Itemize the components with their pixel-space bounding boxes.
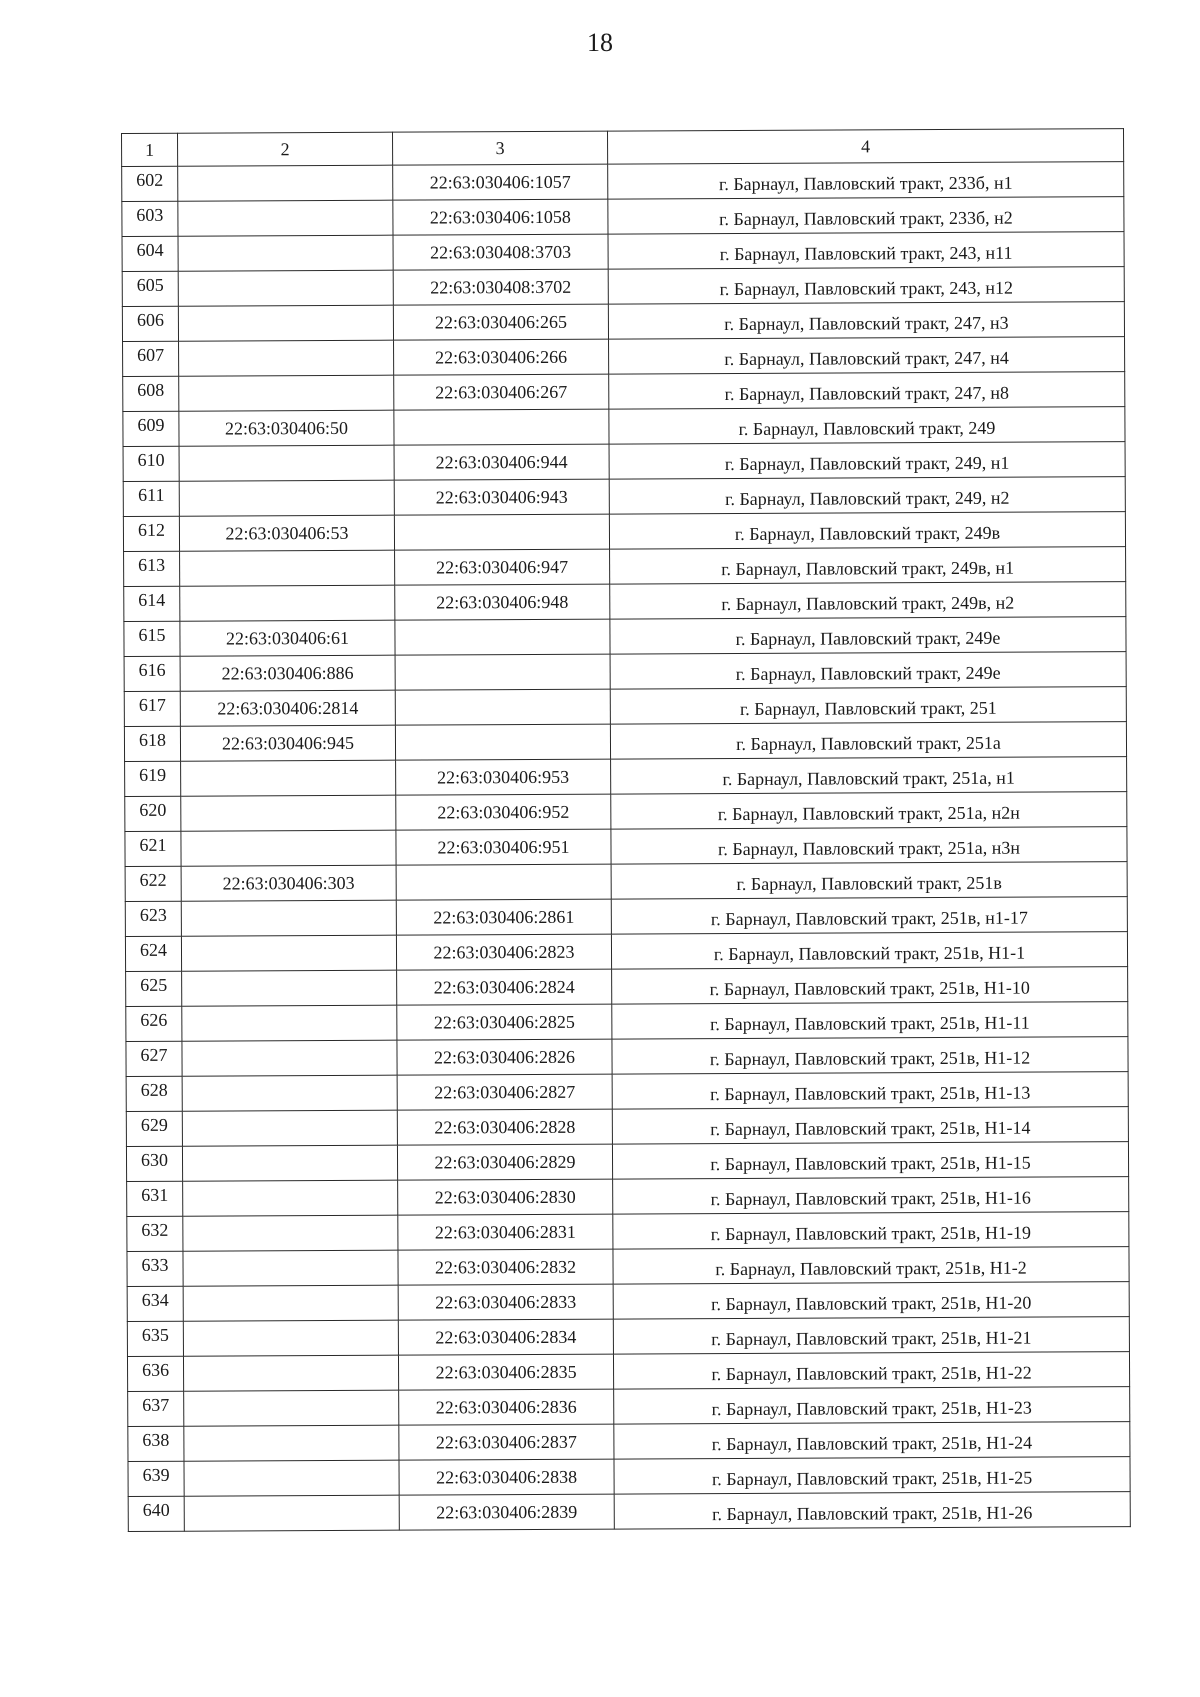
parcel-cadastral-number-cell bbox=[182, 1040, 397, 1076]
parcel-cadastral-number-cell bbox=[181, 760, 396, 796]
building-cadastral-number-cell: 22:63:030406:2835 bbox=[398, 1354, 613, 1390]
building-cadastral-number-cell: 22:63:030406:948 bbox=[395, 584, 610, 620]
row-number-cell: 610 bbox=[123, 446, 179, 481]
table-row bbox=[126, 1037, 1128, 1077]
address-cell: г. Барнаул, Павловский тракт, 251в, Н1-23 bbox=[614, 1387, 1130, 1425]
row-number-cell: 605 bbox=[122, 271, 178, 306]
building-cadastral-number-cell: 22:63:030406:2831 bbox=[398, 1214, 613, 1250]
building-cadastral-number-cell: 22:63:030406:267 bbox=[394, 374, 609, 410]
column-header-4: 4 bbox=[607, 129, 1123, 165]
parcel-cadastral-number-cell bbox=[179, 375, 394, 411]
parcel-cadastral-number-cell bbox=[182, 1075, 397, 1111]
building-cadastral-number-cell bbox=[394, 409, 609, 445]
row-number-cell: 638 bbox=[128, 1426, 184, 1461]
building-cadastral-number-cell: 22:63:030406:2823 bbox=[396, 934, 611, 970]
document-table-container bbox=[121, 128, 1130, 1532]
address-cell: г. Барнаул, Павловский тракт, 251в, Н1-22 bbox=[613, 1352, 1129, 1390]
table-row bbox=[127, 1247, 1129, 1287]
address-cell: г. Барнаул, Павловский тракт, 249, н1 bbox=[609, 442, 1125, 480]
building-cadastral-number-cell bbox=[395, 724, 610, 760]
building-cadastral-number-cell bbox=[395, 689, 610, 725]
table-row bbox=[122, 197, 1124, 237]
row-number-cell: 616 bbox=[124, 656, 180, 691]
row-number-cell: 622 bbox=[125, 866, 181, 901]
page-number: 18 bbox=[587, 28, 613, 57]
address-cell: г. Барнаул, Павловский тракт, 251в, Н1-24 bbox=[614, 1422, 1130, 1460]
building-cadastral-number-cell: 22:63:030406:2834 bbox=[398, 1319, 613, 1355]
parcel-cadastral-number-cell bbox=[181, 900, 396, 936]
building-cadastral-number-cell: 22:63:030406:951 bbox=[396, 829, 611, 865]
building-cadastral-number-cell: 22:63:030406:1058 bbox=[393, 199, 608, 235]
address-cell: г. Барнаул, Павловский тракт, 251в, Н1-11 bbox=[612, 1002, 1128, 1040]
parcel-cadastral-number-cell: 22:63:030406:50 bbox=[179, 410, 394, 446]
table-row bbox=[126, 1002, 1128, 1042]
row-number-cell: 613 bbox=[124, 551, 180, 586]
table-row bbox=[123, 477, 1125, 517]
row-number-cell: 633 bbox=[127, 1251, 183, 1286]
building-cadastral-number-cell bbox=[395, 619, 610, 655]
address-cell: г. Барнаул, Павловский тракт, 243, н12 bbox=[608, 267, 1124, 305]
address-cell: г. Барнаул, Павловский тракт, 251в, Н1-1 bbox=[611, 932, 1127, 970]
parcel-cadastral-number-cell bbox=[180, 550, 395, 586]
address-cell: г. Барнаул, Павловский тракт, 251в, Н1-12 bbox=[612, 1037, 1128, 1075]
row-number-cell: 640 bbox=[128, 1496, 184, 1531]
address-cell: г. Барнаул, Павловский тракт, 249в, н2 bbox=[610, 582, 1126, 620]
row-number-cell: 629 bbox=[126, 1111, 182, 1146]
address-cell: г. Барнаул, Павловский тракт, 251а bbox=[610, 722, 1126, 760]
table-row bbox=[127, 1282, 1129, 1322]
building-cadastral-number-cell: 22:63:030406:944 bbox=[394, 444, 609, 480]
address-cell: г. Барнаул, Павловский тракт, 251в, Н1-25 bbox=[614, 1457, 1130, 1495]
address-cell: г. Барнаул, Павловский тракт, 251в bbox=[611, 862, 1127, 900]
address-cell: г. Барнаул, Павловский тракт, 251в, Н1-21 bbox=[613, 1317, 1129, 1355]
row-number-cell: 609 bbox=[123, 411, 179, 446]
address-cell: г. Барнаул, Павловский тракт, 249е bbox=[610, 617, 1126, 655]
building-cadastral-number-cell: 22:63:030406:2826 bbox=[397, 1039, 612, 1075]
row-number-cell: 607 bbox=[123, 341, 179, 376]
address-cell: г. Барнаул, Павловский тракт, 249 bbox=[609, 407, 1125, 445]
table-row bbox=[123, 512, 1125, 552]
table-row bbox=[124, 722, 1126, 762]
address-cell: г. Барнаул, Павловский тракт, 251а, н3н bbox=[611, 827, 1127, 865]
row-number-cell: 606 bbox=[122, 306, 178, 341]
row-number-cell: 637 bbox=[128, 1391, 184, 1426]
table-row bbox=[124, 617, 1126, 657]
address-cell: г. Барнаул, Павловский тракт, 233б, н2 bbox=[608, 197, 1124, 235]
row-number-cell: 636 bbox=[127, 1356, 183, 1391]
building-cadastral-number-cell bbox=[394, 514, 609, 550]
building-cadastral-number-cell: 22:63:030406:2828 bbox=[397, 1109, 612, 1145]
parcel-cadastral-number-cell bbox=[178, 305, 393, 341]
row-number-cell: 634 bbox=[127, 1286, 183, 1321]
table-row bbox=[124, 547, 1126, 587]
table-row bbox=[122, 302, 1124, 342]
table-row bbox=[128, 1457, 1130, 1497]
building-cadastral-number-cell: 22:63:030406:2833 bbox=[398, 1284, 613, 1320]
address-cell: г. Барнаул, Павловский тракт, 251в, Н1-2 bbox=[613, 1247, 1129, 1285]
table-row bbox=[126, 1072, 1128, 1112]
parcel-cadastral-number-cell bbox=[184, 1390, 399, 1426]
table-row bbox=[128, 1422, 1130, 1462]
table-row bbox=[128, 1387, 1130, 1427]
parcel-cadastral-number-cell: 22:63:030406:61 bbox=[180, 620, 395, 656]
table-row bbox=[125, 757, 1127, 797]
parcel-cadastral-number-cell bbox=[184, 1495, 399, 1531]
parcel-cadastral-number-cell bbox=[181, 795, 396, 831]
row-number-cell: 632 bbox=[127, 1216, 183, 1251]
parcel-cadastral-number-cell bbox=[182, 970, 397, 1006]
parcel-cadastral-number-cell bbox=[183, 1355, 398, 1391]
parcel-cadastral-number-cell bbox=[183, 1215, 398, 1251]
address-cell: г. Барнаул, Павловский тракт, 249в, н1 bbox=[610, 547, 1126, 585]
building-cadastral-number-cell: 22:63:030406:2839 bbox=[399, 1494, 614, 1530]
table-row bbox=[126, 967, 1128, 1007]
building-cadastral-number-cell: 22:63:030406:2825 bbox=[397, 1004, 612, 1040]
building-cadastral-number-cell: 22:63:030406:2838 bbox=[399, 1459, 614, 1495]
table-row bbox=[128, 1492, 1130, 1532]
parcel-cadastral-number-cell bbox=[181, 935, 396, 971]
column-header-2: 2 bbox=[178, 132, 393, 166]
parcel-cadastral-number-cell bbox=[178, 235, 393, 271]
row-number-cell: 617 bbox=[124, 691, 180, 726]
parcel-cadastral-number-cell bbox=[183, 1250, 398, 1286]
parcel-cadastral-number-cell bbox=[178, 270, 393, 306]
row-number-cell: 623 bbox=[125, 901, 181, 936]
row-number-cell: 615 bbox=[124, 621, 180, 656]
column-header-3: 3 bbox=[392, 131, 607, 165]
address-cell: г. Барнаул, Павловский тракт, 247, н3 bbox=[608, 302, 1124, 340]
table-row bbox=[125, 792, 1127, 832]
row-number-cell: 631 bbox=[127, 1181, 183, 1216]
building-cadastral-number-cell: 22:63:030406:953 bbox=[396, 759, 611, 795]
address-cell: г. Барнаул, Павловский тракт, 251в, Н1-10 bbox=[612, 967, 1128, 1005]
table-row bbox=[124, 687, 1126, 727]
table-row bbox=[125, 862, 1127, 902]
address-cell: г. Барнаул, Павловский тракт, 243, н11 bbox=[608, 232, 1124, 270]
building-cadastral-number-cell: 22:63:030406:2837 bbox=[399, 1424, 614, 1460]
row-number-cell: 635 bbox=[127, 1321, 183, 1356]
table-row bbox=[127, 1177, 1129, 1217]
row-number-cell: 624 bbox=[125, 936, 181, 971]
table-row bbox=[125, 897, 1127, 937]
parcel-cadastral-number-cell: 22:63:030406:303 bbox=[181, 865, 396, 901]
address-cell: г. Барнаул, Павловский тракт, 251в, Н1-19 bbox=[613, 1212, 1129, 1250]
parcel-cadastral-number-cell: 22:63:030406:2814 bbox=[180, 690, 395, 726]
row-number-cell: 604 bbox=[122, 236, 178, 271]
parcel-cadastral-number-cell bbox=[178, 200, 393, 236]
row-number-cell: 628 bbox=[126, 1076, 182, 1111]
table-row bbox=[122, 162, 1124, 202]
parcel-cadastral-number-cell bbox=[182, 1145, 397, 1181]
row-number-cell: 612 bbox=[123, 516, 179, 551]
building-cadastral-number-cell: 22:63:030406:947 bbox=[395, 549, 610, 585]
address-cell: г. Барнаул, Павловский тракт, 251в, Н1-15 bbox=[612, 1142, 1128, 1180]
column-header-1: 1 bbox=[122, 133, 178, 166]
address-cell: г. Барнаул, Павловский тракт, 251в, Н1-26 bbox=[614, 1492, 1130, 1530]
table-header-row bbox=[122, 129, 1124, 167]
parcel-cadastral-number-cell: 22:63:030406:53 bbox=[179, 515, 394, 551]
address-cell: г. Барнаул, Павловский тракт, 251в, Н1-16 bbox=[613, 1177, 1129, 1215]
row-number-cell: 602 bbox=[122, 166, 178, 201]
table-row bbox=[126, 1142, 1128, 1182]
building-cadastral-number-cell: 22:63:030406:2836 bbox=[399, 1389, 614, 1425]
parcel-cadastral-number-cell bbox=[180, 585, 395, 621]
address-cell: г. Барнаул, Павловский тракт, 251 bbox=[610, 687, 1126, 725]
address-cell: г. Барнаул, Павловский тракт, 249е bbox=[610, 652, 1126, 690]
table-row bbox=[123, 337, 1125, 377]
address-cell: г. Барнаул, Павловский тракт, 249в bbox=[609, 512, 1125, 550]
parcel-cadastral-number-cell: 22:63:030406:886 bbox=[180, 655, 395, 691]
building-cadastral-number-cell: 22:63:030406:952 bbox=[396, 794, 611, 830]
row-number-cell: 639 bbox=[128, 1461, 184, 1496]
table-row bbox=[123, 372, 1125, 412]
row-number-cell: 619 bbox=[125, 761, 181, 796]
row-number-cell: 620 bbox=[125, 796, 181, 831]
building-cadastral-number-cell: 22:63:030406:943 bbox=[394, 479, 609, 515]
parcel-cadastral-number-cell bbox=[183, 1320, 398, 1356]
address-cell: г. Барнаул, Павловский тракт, 247, н8 bbox=[609, 372, 1125, 410]
parcel-cadastral-number-cell bbox=[181, 830, 396, 866]
table-row bbox=[127, 1317, 1129, 1357]
row-number-cell: 621 bbox=[125, 831, 181, 866]
table-row bbox=[122, 267, 1124, 307]
address-cell: г. Барнаул, Павловский тракт, 251в, н1-17 bbox=[611, 897, 1127, 935]
building-cadastral-number-cell: 22:63:030408:3702 bbox=[393, 269, 608, 305]
table-row bbox=[126, 1107, 1128, 1147]
row-number-cell: 614 bbox=[124, 586, 180, 621]
parcel-cadastral-number-cell bbox=[184, 1460, 399, 1496]
building-cadastral-number-cell bbox=[395, 654, 610, 690]
address-cell: г. Барнаул, Павловский тракт, 249, н2 bbox=[609, 477, 1125, 515]
address-cell: г. Барнаул, Павловский тракт, 251в, Н1-13 bbox=[612, 1072, 1128, 1110]
row-number-cell: 608 bbox=[123, 376, 179, 411]
row-number-cell: 625 bbox=[126, 971, 182, 1006]
table-row bbox=[127, 1212, 1129, 1252]
row-number-cell: 618 bbox=[124, 726, 180, 761]
parcel-cadastral-number-cell bbox=[179, 340, 394, 376]
property-table bbox=[121, 128, 1131, 1532]
table-row bbox=[123, 442, 1125, 482]
row-number-cell: 627 bbox=[126, 1041, 182, 1076]
building-cadastral-number-cell: 22:63:030406:2832 bbox=[398, 1249, 613, 1285]
building-cadastral-number-cell: 22:63:030408:3703 bbox=[393, 234, 608, 270]
building-cadastral-number-cell: 22:63:030406:2827 bbox=[397, 1074, 612, 1110]
parcel-cadastral-number-cell bbox=[182, 1110, 397, 1146]
table-row bbox=[125, 827, 1127, 867]
table-header bbox=[122, 129, 1124, 167]
address-cell: г. Барнаул, Павловский тракт, 233б, н1 bbox=[608, 162, 1124, 200]
parcel-cadastral-number-cell bbox=[179, 480, 394, 516]
row-number-cell: 603 bbox=[122, 201, 178, 236]
address-cell: г. Барнаул, Павловский тракт, 251а, н1 bbox=[611, 757, 1127, 795]
building-cadastral-number-cell bbox=[396, 864, 611, 900]
parcel-cadastral-number-cell bbox=[179, 445, 394, 481]
building-cadastral-number-cell: 22:63:030406:266 bbox=[394, 339, 609, 375]
row-number-cell: 611 bbox=[123, 481, 179, 516]
parcel-cadastral-number-cell bbox=[184, 1425, 399, 1461]
table-body bbox=[122, 162, 1131, 1532]
parcel-cadastral-number-cell bbox=[182, 1005, 397, 1041]
row-number-cell: 626 bbox=[126, 1006, 182, 1041]
building-cadastral-number-cell: 22:63:030406:2824 bbox=[397, 969, 612, 1005]
building-cadastral-number-cell: 22:63:030406:2830 bbox=[398, 1179, 613, 1215]
table-row bbox=[127, 1352, 1129, 1392]
address-cell: г. Барнаул, Павловский тракт, 247, н4 bbox=[609, 337, 1125, 375]
table-row bbox=[124, 582, 1126, 622]
building-cadastral-number-cell: 22:63:030406:2829 bbox=[397, 1144, 612, 1180]
table-row bbox=[122, 232, 1124, 272]
building-cadastral-number-cell: 22:63:030406:265 bbox=[393, 304, 608, 340]
table-row bbox=[124, 652, 1126, 692]
building-cadastral-number-cell: 22:63:030406:1057 bbox=[393, 164, 608, 200]
table-row bbox=[125, 932, 1127, 972]
table-row bbox=[123, 407, 1125, 447]
parcel-cadastral-number-cell bbox=[178, 165, 393, 201]
building-cadastral-number-cell: 22:63:030406:2861 bbox=[396, 899, 611, 935]
address-cell: г. Барнаул, Павловский тракт, 251в, Н1-14 bbox=[612, 1107, 1128, 1145]
parcel-cadastral-number-cell bbox=[183, 1285, 398, 1321]
parcel-cadastral-number-cell bbox=[183, 1180, 398, 1216]
parcel-cadastral-number-cell: 22:63:030406:945 bbox=[180, 725, 395, 761]
address-cell: г. Барнаул, Павловский тракт, 251а, н2н bbox=[611, 792, 1127, 830]
row-number-cell: 630 bbox=[126, 1146, 182, 1181]
address-cell: г. Барнаул, Павловский тракт, 251в, Н1-20 bbox=[613, 1282, 1129, 1320]
